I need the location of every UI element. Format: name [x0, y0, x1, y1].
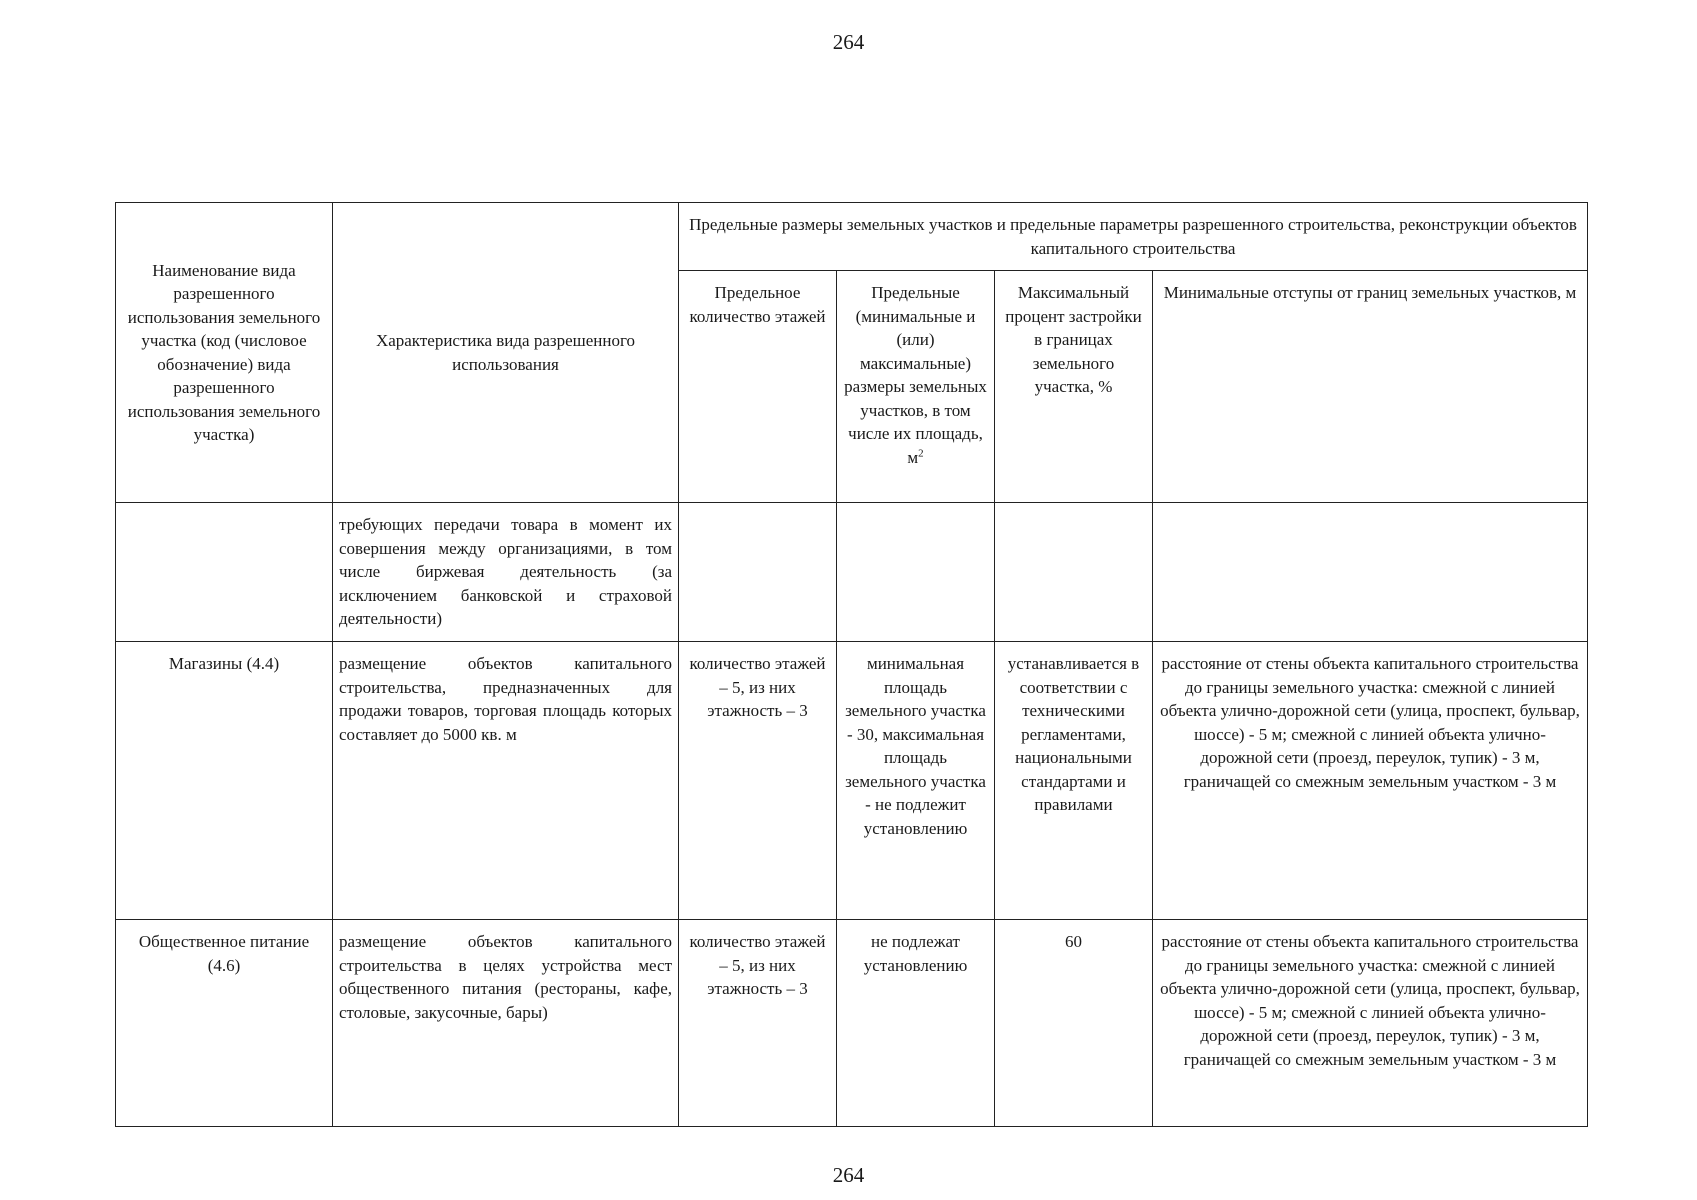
cell-use-name — [116, 503, 333, 642]
cell-use-description: требующих передачи товара в момент их совершения между организациями, в том числе биржевая деятельность (за исключением банковской и страховой деятельности) — [333, 503, 679, 642]
cell-build-percent: 60 — [995, 920, 1153, 1127]
header-plot-area-sup: 2 — [918, 446, 924, 459]
header-setbacks: Минимальные отступы от границ земельных участков, м — [1153, 271, 1588, 503]
header-use-name: Наименование вида разрешенного использования земельного участка (код (числовое обозначение) вида разрешенного использования земельного участка) — [116, 203, 333, 503]
page-number-bottom: 264 — [832, 1163, 865, 1187]
header-plot-area — [837, 271, 995, 503]
cell-use-description: размещение объектов капитального строительства в целях устройства мест общественного питания (рестораны, кафе, столовые, закусочные, бары) — [333, 920, 679, 1127]
cell-floors: количество этажей – 5, из них этажность – 3 — [679, 920, 837, 1127]
cell-use-name: Магазины (4.4) — [116, 642, 333, 920]
page-number-top: 264 — [832, 30, 865, 54]
table-row — [116, 920, 1588, 1127]
cell-floors: количество этажей – 5, из них этажность – 3 — [679, 642, 837, 920]
cell-build-percent — [995, 503, 1153, 642]
cell-setbacks: расстояние от стены объекта капитального строительства до границы земельного участка: смежной с линией объекта улично-дорожной сети (улица, проспект, бульвар, шоссе) - 5 м; смежной с линией объекта улично-дорожной сети (проезд, переулок, тупик) - 3 м, граничащей со смежным земельным участком - 3 м — [1153, 920, 1588, 1127]
header-plot-area-text: Предельные (минимальные и (или) максимальные) размеры земельных участков, в том числе их площадь, м — [844, 283, 987, 467]
cell-use-name: Общественное питание (4.6) — [116, 920, 333, 1127]
table-row — [116, 503, 1588, 642]
zoning-regulations-table — [115, 202, 1588, 1127]
cell-plot-area: минимальная площадь земельного участка - 30, максимальная площадь земельного участка - не подлежит установлению — [837, 642, 995, 920]
header-limits-group: Предельные размеры земельных участков и предельные параметры разрешенного строительства, реконструкции объектов капитального строительства — [679, 203, 1588, 271]
header-use-description: Характеристика вида разрешенного использования — [333, 203, 679, 503]
header-floors: Предельное количество этажей — [679, 271, 837, 503]
cell-use-description: размещение объектов капитального строительства, предназначенных для продажи товаров, торговая площадь которых составляет до 5000 кв. м — [333, 642, 679, 920]
cell-floors — [679, 503, 837, 642]
cell-plot-area: не подлежат установлению — [837, 920, 995, 1127]
cell-build-percent: устанавливается в соответствии с техническими регламентами, национальными стандартами и правилами — [995, 642, 1153, 920]
cell-plot-area — [837, 503, 995, 642]
cell-setbacks — [1153, 503, 1588, 642]
cell-setbacks: расстояние от стены объекта капитального строительства до границы земельного участка: смежной с линией объекта улично-дорожной сети (улица, проспект, бульвар, шоссе) - 5 м; смежной с линией объекта улично-дорожной сети (проезд, переулок, тупик) - 3 м, граничащей со смежным земельным участком - 3 м — [1153, 642, 1588, 920]
table-row — [116, 642, 1588, 920]
header-build-percent: Максимальный процент застройки в границах земельного участка, % — [995, 271, 1153, 503]
